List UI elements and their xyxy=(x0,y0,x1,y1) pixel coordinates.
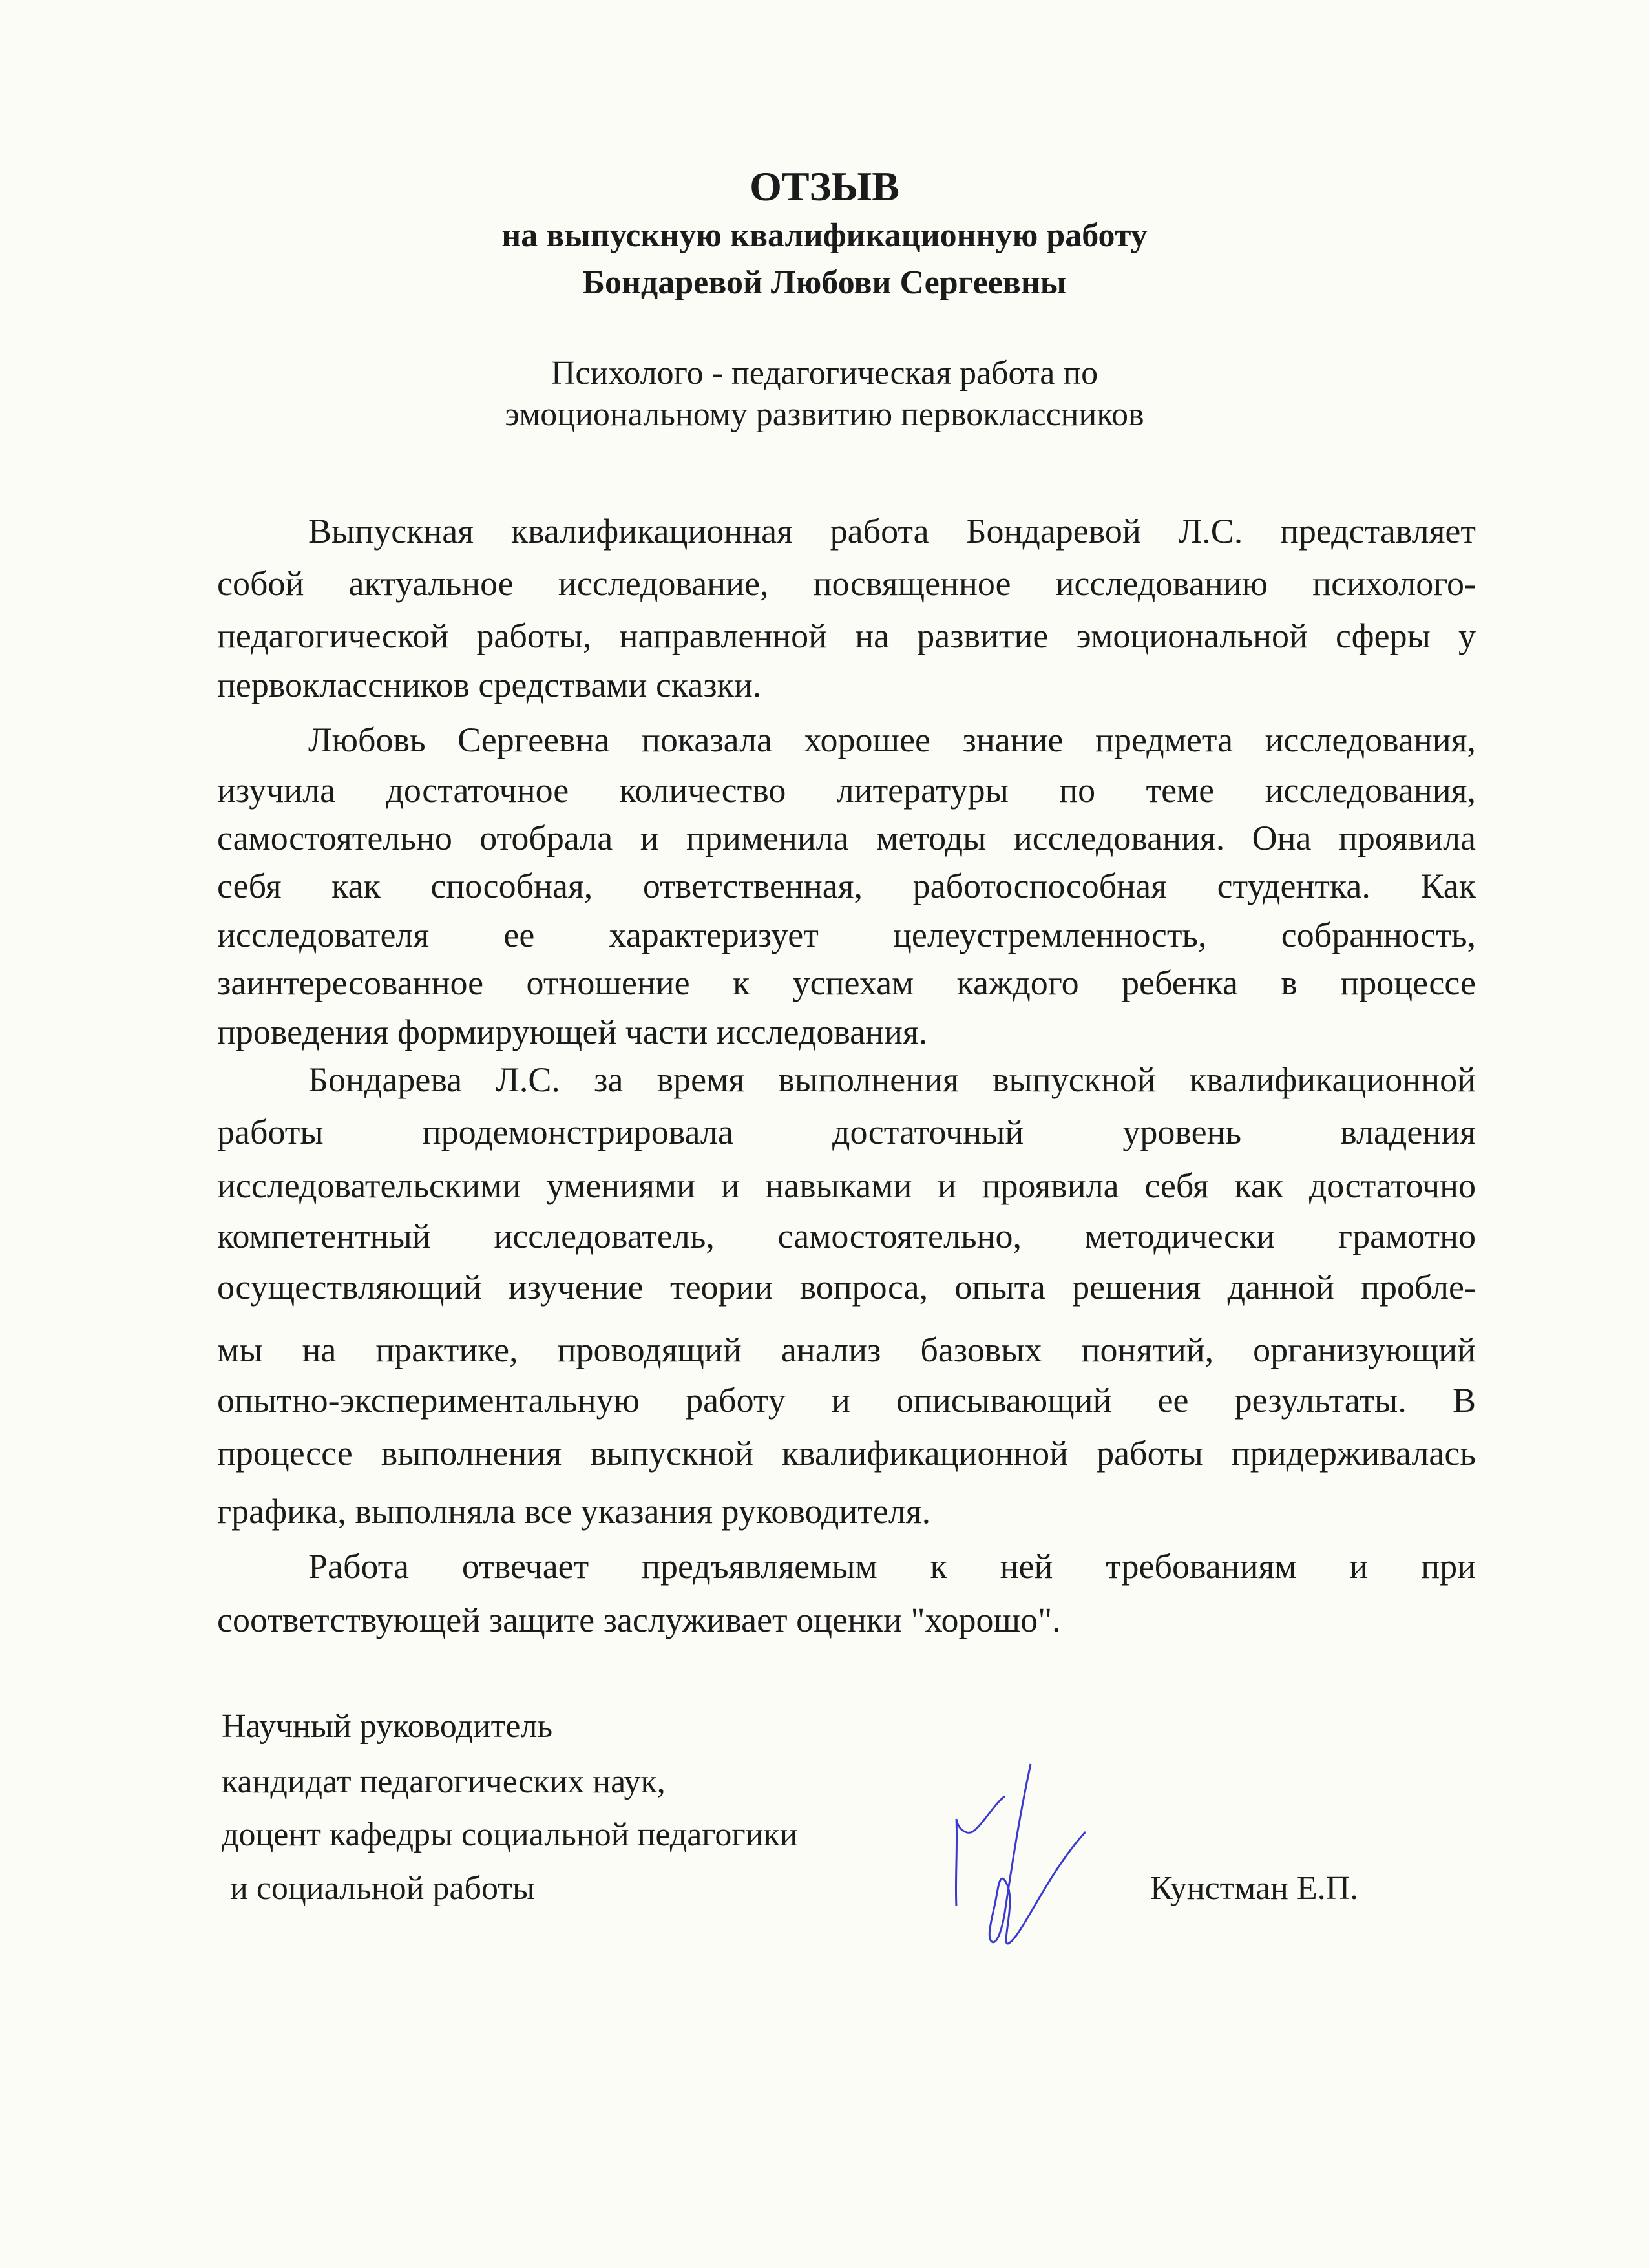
body-line: графика, выполняла все указания руководителя. xyxy=(217,1492,931,1531)
document-title: ОТЗЫВ xyxy=(750,163,899,209)
body-line: исследователя ее характеризует целеустремленность, собранность, xyxy=(217,916,1476,954)
handwritten-signature xyxy=(918,1758,1124,1951)
body-line: компетентный исследователь, самостоятельно, методически грамотно xyxy=(217,1217,1476,1255)
body-line: Любовь Сергеевна показала хорошее знание предмета исследования, xyxy=(308,720,1476,759)
supervisor-role: Научный руководитель xyxy=(222,1708,553,1745)
body-line: педагогической работы, направленной на развитие эмоциональной сферы у xyxy=(217,616,1476,655)
body-line: мы на практике, проводящий анализ базовых понятий, организующий xyxy=(217,1330,1476,1369)
body-line: заинтересованное отношение к успехам каждого ребенка в процессе xyxy=(217,963,1476,1002)
body-line: соответствующей защите заслуживает оценки "хорошо". xyxy=(217,1601,1061,1639)
body-line: осуществляющий изучение теории вопроса, опыта решения данной пробле- xyxy=(217,1268,1476,1307)
body-line: собой актуальное исследование, посвященное исследованию психолого- xyxy=(217,564,1476,603)
student-name: Бондаревой Любови Сергеевны xyxy=(582,264,1067,301)
topic-line-1: Психолого - педагогическая работа по xyxy=(551,355,1098,392)
body-line: исследовательскими умениями и навыками и проявила себя как достаточно xyxy=(217,1166,1476,1205)
body-line: опытно-экспериментальную работу и описывающий ее результаты. В xyxy=(217,1381,1476,1420)
body-line: проведения формирующей части исследования. xyxy=(217,1013,928,1051)
supervisor-department: и социальной работы xyxy=(222,1870,535,1907)
body-line: самостоятельно отобрала и применила методы исследования. Она проявила xyxy=(217,819,1476,857)
body-line: Работа отвечает предъявляемым к ней требованиям и при xyxy=(308,1547,1476,1586)
body-line: первоклассников средствами сказки. xyxy=(217,666,762,704)
supervisor-position: доцент кафедры социальной педагогики xyxy=(222,1816,798,1853)
document-subtitle: на выпускную квалификационную работу xyxy=(501,217,1148,254)
supervisor-name: Кунстман Е.П. xyxy=(1150,1870,1359,1907)
supervisor-degree: кандидат педагогических наук, xyxy=(222,1763,666,1800)
body-line: изучила достаточное количество литературы по теме исследования, xyxy=(217,771,1476,810)
topic-line-2: эмоциональному развитию первоклассников xyxy=(505,396,1144,433)
body-line: работы продемонстрировала достаточный уровень владения xyxy=(217,1113,1476,1151)
body-line: себя как способная, ответственная, работоспособная студентка. Как xyxy=(217,866,1476,905)
body-line: процессе выполнения выпускной квалификационной работы придерживалась xyxy=(217,1434,1476,1473)
body-line: Выпускная квалификационная работа Бондаревой Л.С. представляет xyxy=(308,512,1476,551)
body-line: Бондарева Л.С. за время выполнения выпускной квалификационной xyxy=(308,1060,1476,1099)
